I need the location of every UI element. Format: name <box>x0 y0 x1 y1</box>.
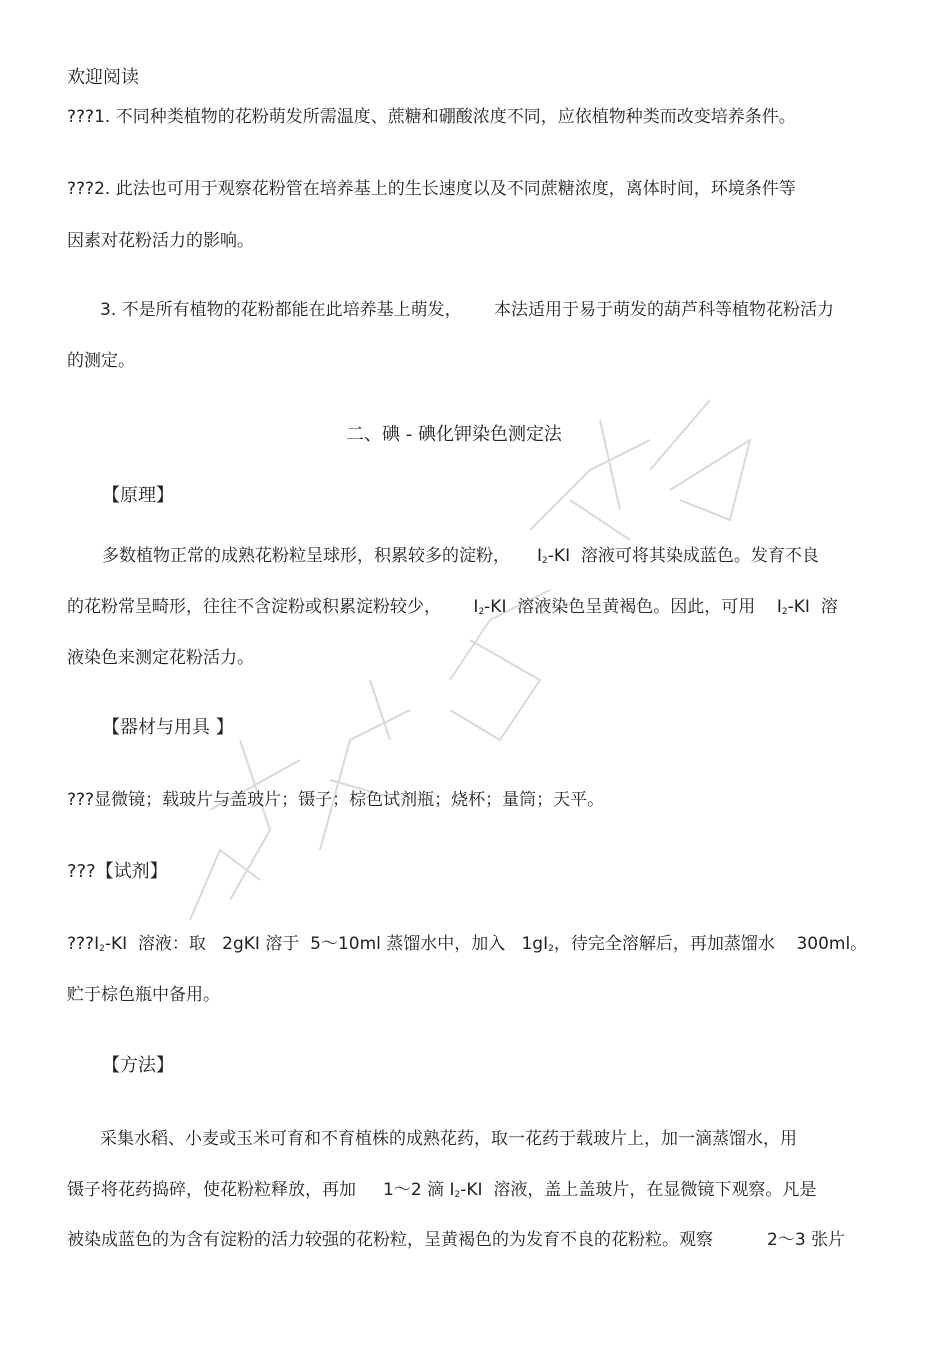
note-3-line-2: 的测定。 <box>67 351 135 371</box>
note-2-line-1: ???2. 此法也可用于观察花粉管在培养基上的生长速度以及不同蔗糖浓度，离体时间，环境条件等 <box>67 179 796 199</box>
reagent-line-2: 贮于棕色瓶中备用。 <box>67 985 220 1005</box>
equipment-text: ???显微镜；载玻片与盖玻片；镊子；棕色试剂瓶；烧杯；量筒；天平。 <box>67 790 605 810</box>
reagent-heading: ???【试剂】 <box>67 861 168 882</box>
note-1: ???1. 不同种类植物的花粉萌发所需温度、蔗糖和硼酸浓度不同，应依植物种类而改变培养条件。 <box>67 107 796 127</box>
note-2-line-2: 因素对花粉活力的影响。 <box>67 231 254 251</box>
principle-line-1: 多数植物正常的成熟花粉粒呈球形，积累较多的淀粉， $I_2-KI$ 溶液可将其染成蓝色。发育不良 <box>102 546 819 566</box>
principle-heading: 【原理】 <box>102 485 174 506</box>
equipment-heading: 【器材与用具 】 <box>102 717 234 738</box>
welcome-text: 欢迎阅读 <box>67 67 139 88</box>
method-heading: 【方法】 <box>102 1055 174 1076</box>
method-line-3: 被染成蓝色的为含有淀粉的活力较强的花粉粒，呈黄褐色的为发育不良的花粉粒。观察 2～3 张片 <box>67 1230 846 1250</box>
principle-line-3: 液染色来测定花粉活力。 <box>67 648 254 668</box>
note-3-line-1: 3. 不是所有植物的花粉都能在此培养基上萌发， 本法适用于易于萌发的葫芦科等植物花粉活力 <box>100 300 835 320</box>
method-line-2: 镊子将花药捣碎，使花粉粒释放，再加 1～2 滴 $I_2-KI$ 溶液，盖上盖玻片，在显微镜下观察。凡是 <box>67 1180 817 1200</box>
reagent-line-1: $???I_2-KI$ 溶液：取 2gKI 溶于 5～10ml 蒸馏水中，加入 $1gI_2$，待完全溶解后，再加蒸馏水 300ml。 <box>67 934 868 954</box>
method-line-1: 采集水稻、小麦或玉米可育和不育植株的成熟花药，取一花药于载玻片上，加一滴蒸馏水，用 <box>100 1129 797 1149</box>
principle-line-2: 的花粉常呈畸形，往往不含淀粉或积累淀粉较少， $I_2-KI$ 溶液染色呈黄褐色。因此，可用 $I_2-KI$ 溶 <box>67 597 838 617</box>
section-title: 二、碘 - 碘化钾染色测定法 <box>346 424 562 445</box>
